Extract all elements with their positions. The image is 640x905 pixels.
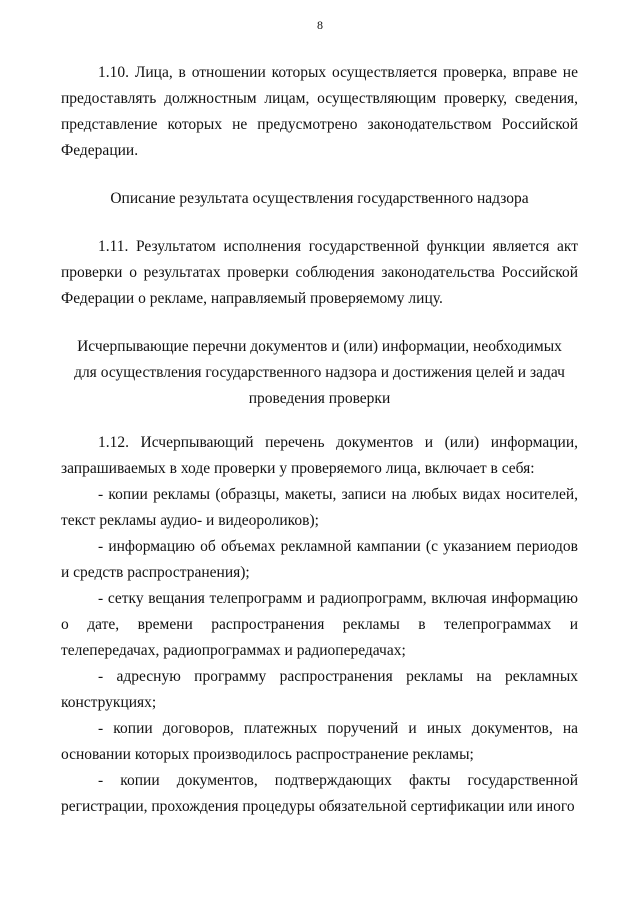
section-heading-result: Описание результата осуществления государственного надзора xyxy=(110,190,529,207)
list-item: - копии документов, подтверждающих факты государственной регистрации, прохождения процедуры обязательной сертификации или иного xyxy=(61,772,578,815)
document-body xyxy=(61,60,578,820)
list-item: - копии договоров, платежных поручений и иных документов, на основании которых производилось распространение рекламы; xyxy=(61,720,578,763)
list-item: - адресную программу распространения рекламы на рекламных конструкциях; xyxy=(61,668,578,711)
section-heading-documents-line-1: Исчерпывающие перечни документов и (или) информации, необходимых xyxy=(77,338,562,355)
list-item: - информацию об объемах рекламной кампании (с указанием периодов и средств распространения); xyxy=(61,538,578,581)
paragraph-1-11: 1.11. Результатом исполнения государственной функции является акт проверки о результатах проверки соблюдения законодательства Российской Федерации о рекламе, направляемый проверяемому лицу. xyxy=(61,238,578,307)
paragraph-1-12: 1.12. Исчерпывающий перечень документов и (или) информации, запрашиваемых в ходе проверки у проверяемого лица, включает в себя: xyxy=(61,434,578,477)
section-heading-documents xyxy=(61,334,578,412)
list-item: - сетку вещания телепрограмм и радиопрограмм, включая информацию о дате, времени распространения рекламы в телепрограммах и телепередачах, радиопрограммах и радиопередачах; xyxy=(61,590,578,659)
section-heading-documents-line-2: для осуществления государственного надзора и достижения целей и задач xyxy=(74,364,565,381)
paragraph-1-10: 1.10. Лица, в отношении которых осуществляется проверка, вправе не предоставлять должностным лицам, осуществляющим проверку, сведения, представление которых не предусмотрено законодательством Российской Федерации. xyxy=(61,64,578,159)
section-heading-documents-line-3: проведения проверки xyxy=(248,390,391,407)
list-item: - копии рекламы (образцы, макеты, записи на любых видах носителей, текст рекламы аудио- и видеороликов); xyxy=(61,486,578,529)
page-number: 8 xyxy=(317,18,323,32)
